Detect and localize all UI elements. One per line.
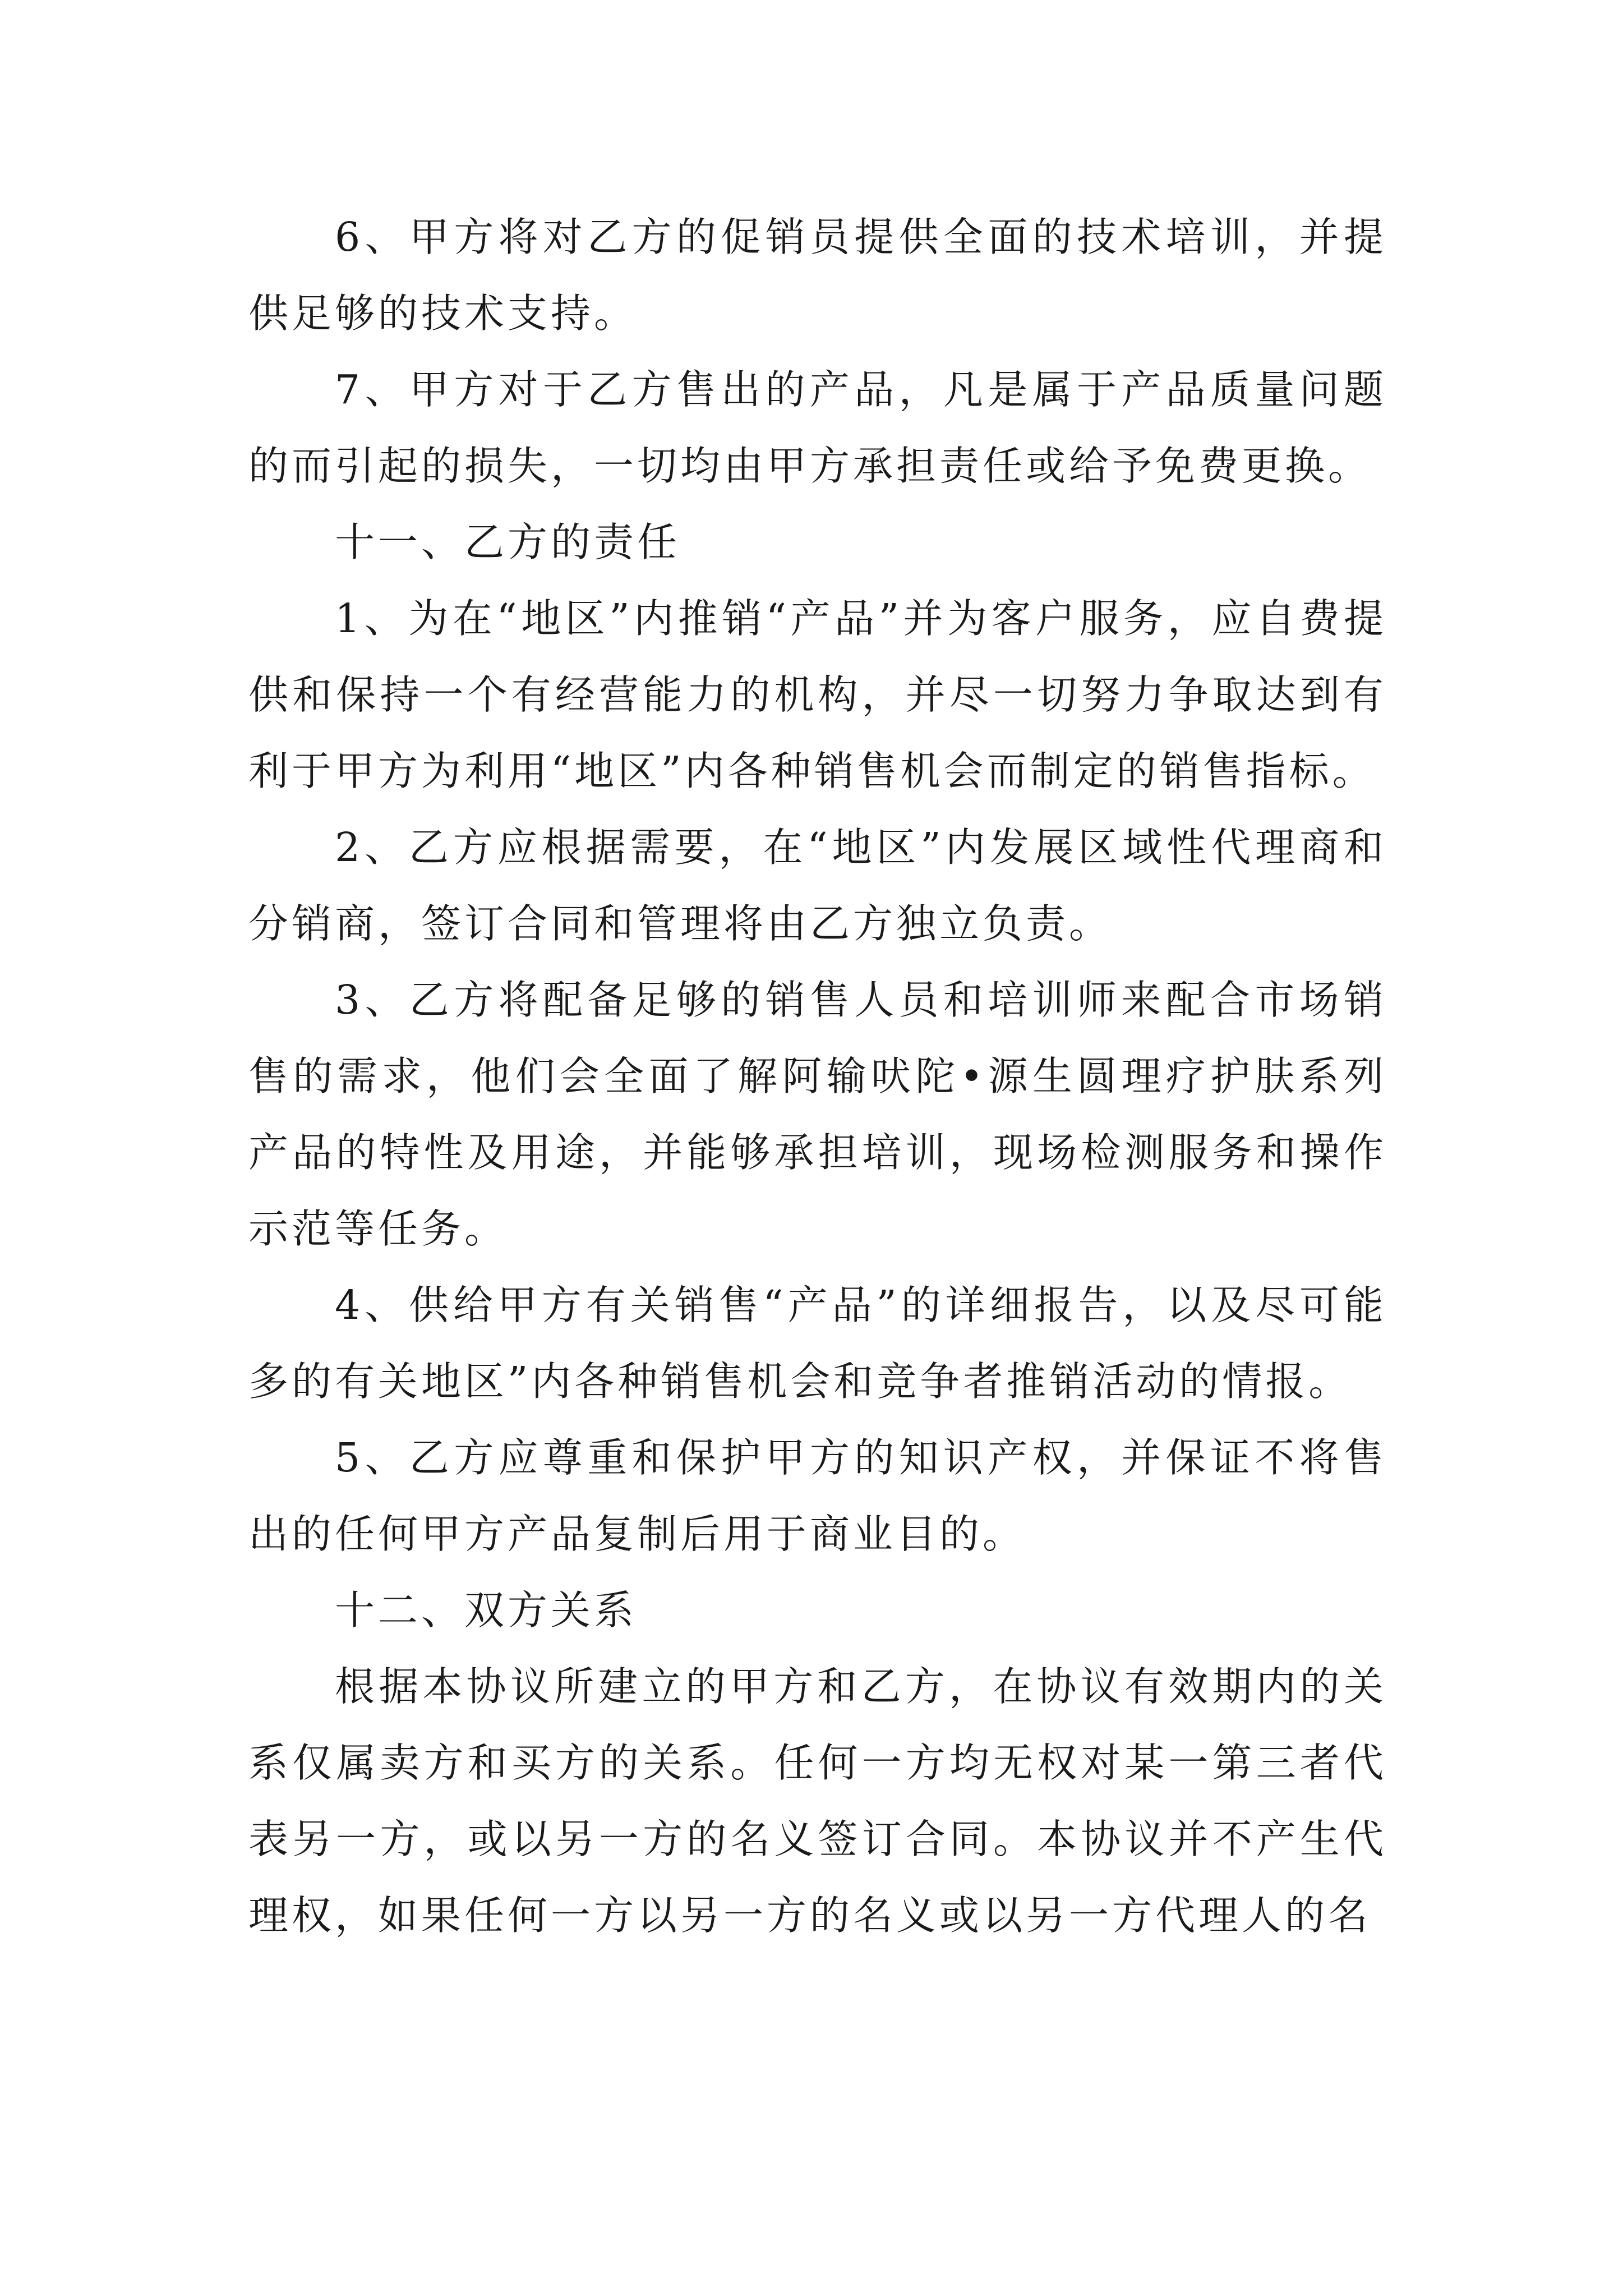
paragraph-clause-6: 6、甲方将对乙方的促销员提供全面的技术培训，并提供足够的技术支持。 [248, 214, 1387, 337]
section-heading-12: 十二、双方关系 [335, 1587, 638, 1634]
paragraph-clause-5: 5、乙方应尊重和保护甲方的知识产权，并保证不将售出的任何甲方产品复制后用于商业目的。 [248, 1434, 1387, 1557]
paragraph-clause-7: 7、甲方对于乙方售出的产品，凡是属于产品质量问题的而引起的损失，一切均由甲方承担责任或给予免费更换。 [248, 366, 1387, 489]
paragraph-relationship: 根据本协议所建立的甲方和乙方，在协议有效期内的关系仅属卖方和买方的关系。任何一方均无权对某一第三者代表另一方，或以另一方的名义签订合同。本协议并不产生代理权，如果任何一方以另一方的名义或以另一方代理人的名 [248, 1663, 1387, 1939]
paragraph-clause-3: 3、乙方将配备足够的销售人员和培训师来配合市场销售的需求，他们会全面了解阿输吠陀•源生圆理疗护肤系列产品的特性及用途，并能够承担培训，现场检测服务和操作示范等任务。 [248, 977, 1387, 1252]
paragraph-clause-4: 4、供给甲方有关销售“产品”的详细报告，以及尽可能多的有关地区”内各种销售机会和竞争者推销活动的情报。 [248, 1282, 1387, 1405]
section-heading-11: 十一、乙方的责任 [335, 519, 681, 565]
paragraph-clause-1: 1、为在“地区”内推销“产品”并为客户服务，应自费提供和保持一个有经营能力的机构，并尽一切努力争取达到有利于甲方为利用“地区”内各种销售机会而制定的销售指标。 [248, 595, 1387, 794]
paragraph-clause-2: 2、乙方应根据需要，在“地区”内发展区域性代理商和分销商，签订合同和管理将由乙方独立负责。 [248, 824, 1387, 947]
document-body [248, 199, 1387, 1954]
